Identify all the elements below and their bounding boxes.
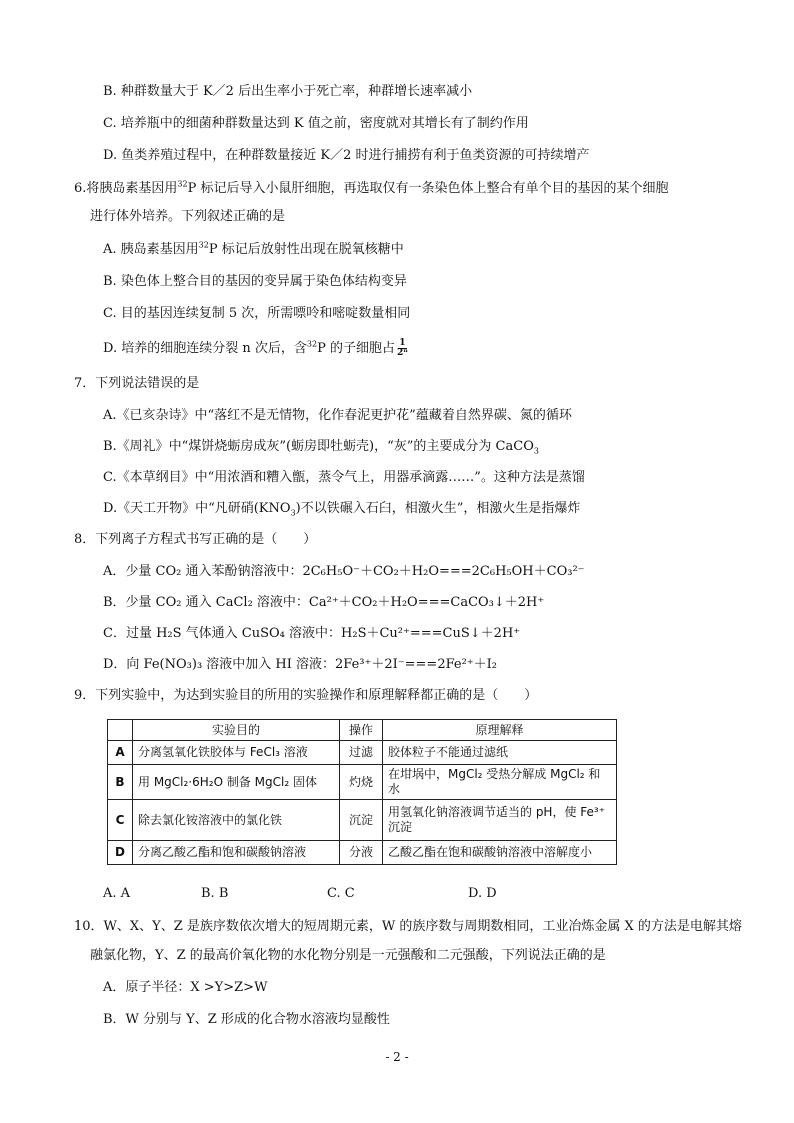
- table-header: 原理解释: [383, 720, 617, 741]
- table-header: 操作: [340, 720, 383, 741]
- q5-option-d: D. 鱼类养殖过程中，在种群数量接近 K／2 时进行捕捞有利于鱼类资源的可持续增产: [103, 148, 590, 163]
- row-reason: 胶体粒子不能通过滤纸: [383, 741, 617, 765]
- row-reason: 在坩埚中，MgCl₂ 受热分解成 MgCl₂ 和水: [383, 765, 617, 800]
- q8-option-b: B．少量 CO₂ 通入 CaCl₂ 溶液中：Ca²⁺＋CO₂＋H₂O===CaCO₃↓＋2H⁺: [103, 595, 545, 610]
- table-row: [108, 741, 617, 765]
- row-id: D: [108, 841, 133, 865]
- row-goal: 除去氯化铵溶液中的氯化铁: [133, 800, 340, 841]
- fraction-one-over-two-pow-n: $\frac{1}{\text{2ⁿ}}$: [396, 338, 408, 358]
- row-operation: 分液: [340, 841, 383, 865]
- q9-choice-d: D. D: [468, 886, 497, 901]
- table-row: [108, 765, 617, 800]
- q8-stem: 8．下列离子方程式书写正确的是（ ）: [74, 532, 317, 547]
- q10-option-b: B．W 分别与 Y、Z 形成的化合物水溶液均显酸性: [103, 1012, 390, 1027]
- table-header: [108, 720, 133, 741]
- row-id: A: [108, 741, 133, 765]
- q9-choice-a: A. A: [103, 886, 131, 901]
- q6-option-a: A. 胰岛素基因用$^{32}$P 标记后放射性出现在脱氧核糖中: [103, 240, 404, 257]
- q8-option-d: D．向 Fe(NO₃)₃ 溶液中加入 HI 溶液：2Fe³⁺＋2I⁻===2Fe²⁺＋I₂: [103, 657, 498, 672]
- table-row: [108, 800, 617, 841]
- experiment-table: [107, 719, 617, 865]
- row-operation: 过滤: [340, 741, 383, 765]
- q7-option-c: C.《本草纲目》中“用浓酒和糟入甑，蒸令气上，用器承滴露……”。这种方法是蒸馏: [103, 470, 585, 485]
- q6-number: 6.: [74, 181, 87, 196]
- q6-option-c: C. 目的基因连续复制 5 次，所需嘌呤和嘧啶数量相同: [103, 306, 411, 321]
- row-reason: 乙酸乙酯在饱和碳酸钠溶液中溶解度小: [383, 841, 617, 865]
- q6-stem-line1: 6.将胰岛素基因用$^{32}$P 标记后导入小鼠肝细胞，再选取仅有一条染色体上整合有单个目的基因的某个细胞: [74, 179, 669, 196]
- row-id: B: [108, 765, 133, 800]
- q6-option-d: D. 培养的细胞连续分裂 n 次后，含$^{32}$P 的子细胞占 $\frac{1}{\text{2ⁿ}}$: [103, 338, 408, 358]
- q9-stem: 9．下列实验中，为达到实验目的所用的实验操作和原理解释都正确的是（ ）: [74, 688, 538, 703]
- q10-stem-line1: 10．W、X、Y、Z 是族序数依次增大的短周期元素，W 的族序数与周期数相同，工业冶炼金属 X 的方法是电解其熔: [74, 919, 742, 934]
- q7-stem: 7．下列说法错误的是: [74, 376, 200, 391]
- q6-option-b: B. 染色体上整合目的基因的变异属于染色体结构变异: [103, 274, 407, 289]
- row-goal: 用 MgCl₂·6H₂O 制备 MgCl₂ 固体: [133, 765, 340, 800]
- q6-stem-line2: 进行体外培养。下列叙述正确的是: [90, 209, 286, 224]
- q5-option-c: C. 培养瓶中的细菌种群数量达到 K 值之前，密度就对其增长有了制约作用: [103, 116, 529, 131]
- row-operation: 沉淀: [340, 800, 383, 841]
- row-reason: 用氢氧化钠溶液调节适当的 pH，使 Fe³⁺沉淀: [383, 800, 617, 841]
- q5-option-b: B. 种群数量大于 K／2 后出生率小于死亡率，种群增长速率减小: [103, 84, 473, 99]
- q7-option-d: D.《天工开物》中“凡研硝$(KNO_3)$不以铁碾入石臼，相激火生”，相激火生是指爆炸: [103, 501, 581, 518]
- q10-option-a: A．原子半径：X >Y>Z>W: [103, 980, 268, 995]
- table-row: [108, 841, 617, 865]
- row-goal: 分离氢氧化铁胶体与 FeCl₃ 溶液: [133, 741, 340, 765]
- q8-option-a: A．少量 CO₂ 通入苯酚钠溶液中：2C₆H₅O⁻＋CO₂＋H₂O===2C₆H₅OH＋CO₃²⁻: [103, 564, 585, 579]
- row-id: C: [108, 800, 133, 841]
- table-header: 实验目的: [133, 720, 340, 741]
- row-goal: 分离乙酸乙酯和饱和碳酸钠溶液: [133, 841, 340, 865]
- q9-choice-b: B. B: [201, 886, 229, 901]
- q7-option-a: A.《已亥杂诗》中“落红不是无情物，化作春泥更护花”蕴藏着自然界碳、氮的循环: [103, 408, 572, 423]
- q9-choice-c: C. C: [327, 886, 355, 901]
- page-number: - 2 -: [385, 1050, 409, 1064]
- row-operation: 灼烧: [340, 765, 383, 800]
- table-header-row: [108, 720, 617, 741]
- q8-option-c: C．过量 H₂S 气体通入 CuSO₄ 溶液中：H₂S＋Cu²⁺===CuS↓＋2H⁺: [103, 626, 521, 641]
- q10-stem-line2: 融氯化物，Y、Z 的最高价氧化物的水化物分别是一元强酸和二元强酸，下列说法正确的是: [90, 948, 606, 963]
- q7-option-b: B.《周礼》中“煤饼烧蛎房成灰”(蛎房即牡蛎壳)，“灰”的主要成分为 CaCO$_3$: [103, 439, 539, 456]
